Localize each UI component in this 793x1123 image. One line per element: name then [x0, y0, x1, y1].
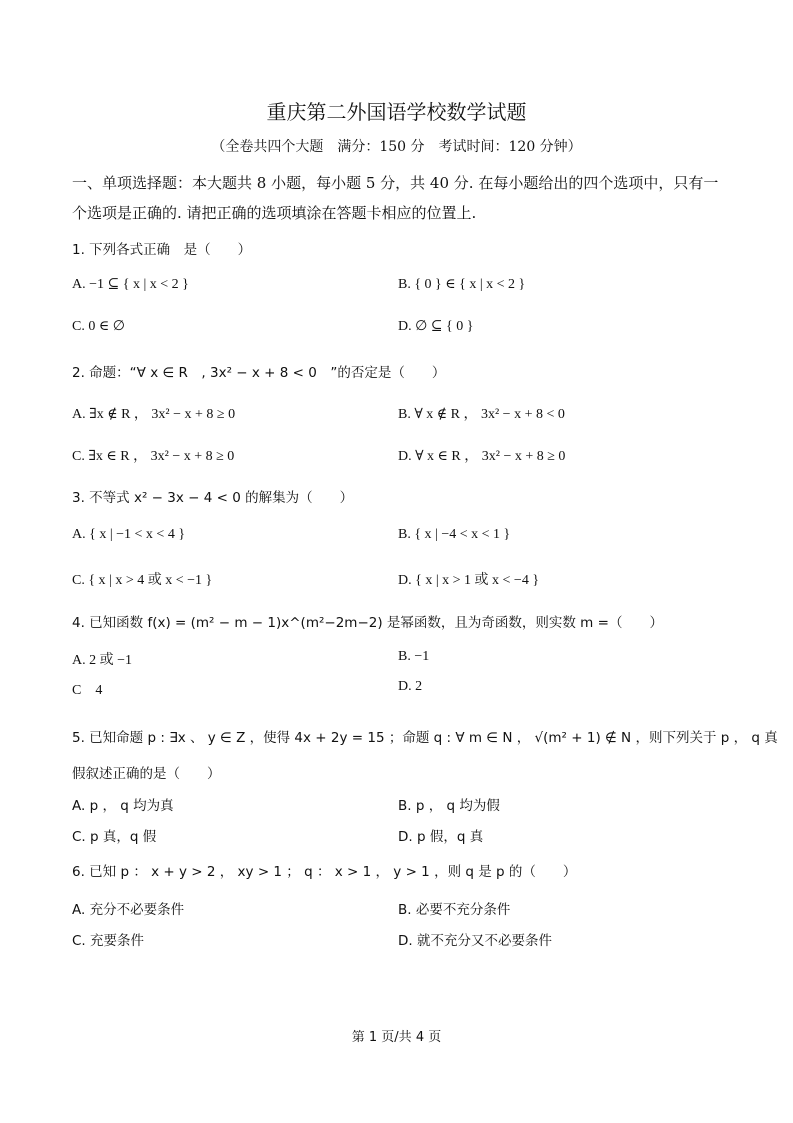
q1-option-d[interactable]: D. ∅ ⊆ { 0 }: [398, 319, 474, 334]
q5-option-b[interactable]: B. p ， q 均为假: [398, 798, 500, 814]
question-3-stem: 3. 不等式 x² − 3x − 4 < 0 的解集为（ ）: [72, 490, 354, 506]
q4-option-a[interactable]: A. 2 或 −1: [72, 653, 133, 668]
question-4-stem: 4. 已知函数 f(x) = (m² − m − 1)x^(m²−2m−2) 是幂函数，且为奇函数，则实数 m =（ ）: [72, 615, 663, 631]
page-number: 第 1 页/共 4 页: [351, 1030, 442, 1045]
q4-option-d[interactable]: D. 2: [398, 679, 423, 694]
q2-option-a[interactable]: A. ∃x ∉ R ， 3x² − x + 8 ≥ 0: [72, 407, 236, 422]
q4-option-b[interactable]: B. −1: [398, 649, 430, 664]
q3-option-b[interactable]: B. { x | −4 < x < 1 }: [398, 527, 511, 542]
q5-option-c[interactable]: C. p 真，q 假: [72, 829, 157, 845]
q6-option-a[interactable]: A. 充分不必要条件: [72, 902, 185, 918]
section-instructions: 一、单项选择题：本大题共 8 小题，每小题 5 分，共 40 分. 在每小题给出的四个选项中，只有一个选项是正确的. 请把正确的选项填涂在答题卡相应的位置上.: [72, 174, 719, 222]
page-title: 重庆第二外国语学校数学试题: [266, 100, 527, 124]
question-6-stem: 6. 已知 p ： x + y > 2 ， xy > 1 ； q ： x > 1 ， y > 1 ，则 q 是 p 的（ ）: [72, 864, 577, 880]
q1-option-a[interactable]: A. −1 ⊆ { x | x < 2 }: [72, 277, 189, 292]
q3-option-d[interactable]: D. { x | x > 1 或 x < −4 }: [398, 573, 540, 588]
q2-option-c[interactable]: C. ∃x ∈ R ， 3x² − x + 8 ≥ 0: [72, 449, 235, 464]
question-5-stem-cont: 假叙述正确的是（ ）: [72, 766, 221, 782]
q5-option-d[interactable]: D. p 假，q 真: [398, 829, 484, 845]
q5-option-a[interactable]: A. p ， q 均为真: [72, 798, 174, 814]
q2-option-d[interactable]: D. ∀ x ∈ R ， 3x² − x + 8 ≥ 0: [398, 449, 566, 464]
q4-option-c[interactable]: C 4: [72, 683, 103, 698]
question-5-stem: 5. 已知命题 p : ∃x 、 y ∈ Z ，使得 4x + 2y = 15 ；命题 q : ∀ m ∈ N ， √(m² + 1) ∉ N ，则下列关于 p ， q 真: [72, 730, 778, 746]
q3-option-c[interactable]: C. { x | x > 4 或 x < −1 }: [72, 573, 213, 588]
q6-option-d[interactable]: D. 就不充分又不必要条件: [398, 933, 552, 949]
q6-option-b[interactable]: B. 必要不充分条件: [398, 902, 511, 918]
q1-option-b[interactable]: B. { 0 } ∈ { x | x < 2 }: [398, 277, 526, 292]
q6-option-c[interactable]: C. 充要条件: [72, 933, 145, 949]
q2-option-b[interactable]: B. ∀ x ∉ R ， 3x² − x + 8 < 0: [398, 407, 565, 422]
q1-option-c[interactable]: C. 0 ∈ ∅: [72, 319, 125, 334]
exam-info: （全卷共四个大题 满分：150 分 考试时间：120 分钟）: [211, 139, 582, 155]
question-2-stem: 2. 命题：“∀ x ∈ R , 3x² − x + 8 < 0 ”的否定是（ ）: [72, 365, 446, 381]
question-1-stem: 1. 下列各式正确 是（ ）: [72, 242, 252, 258]
q3-option-a[interactable]: A. { x | −1 < x < 4 }: [72, 527, 186, 542]
